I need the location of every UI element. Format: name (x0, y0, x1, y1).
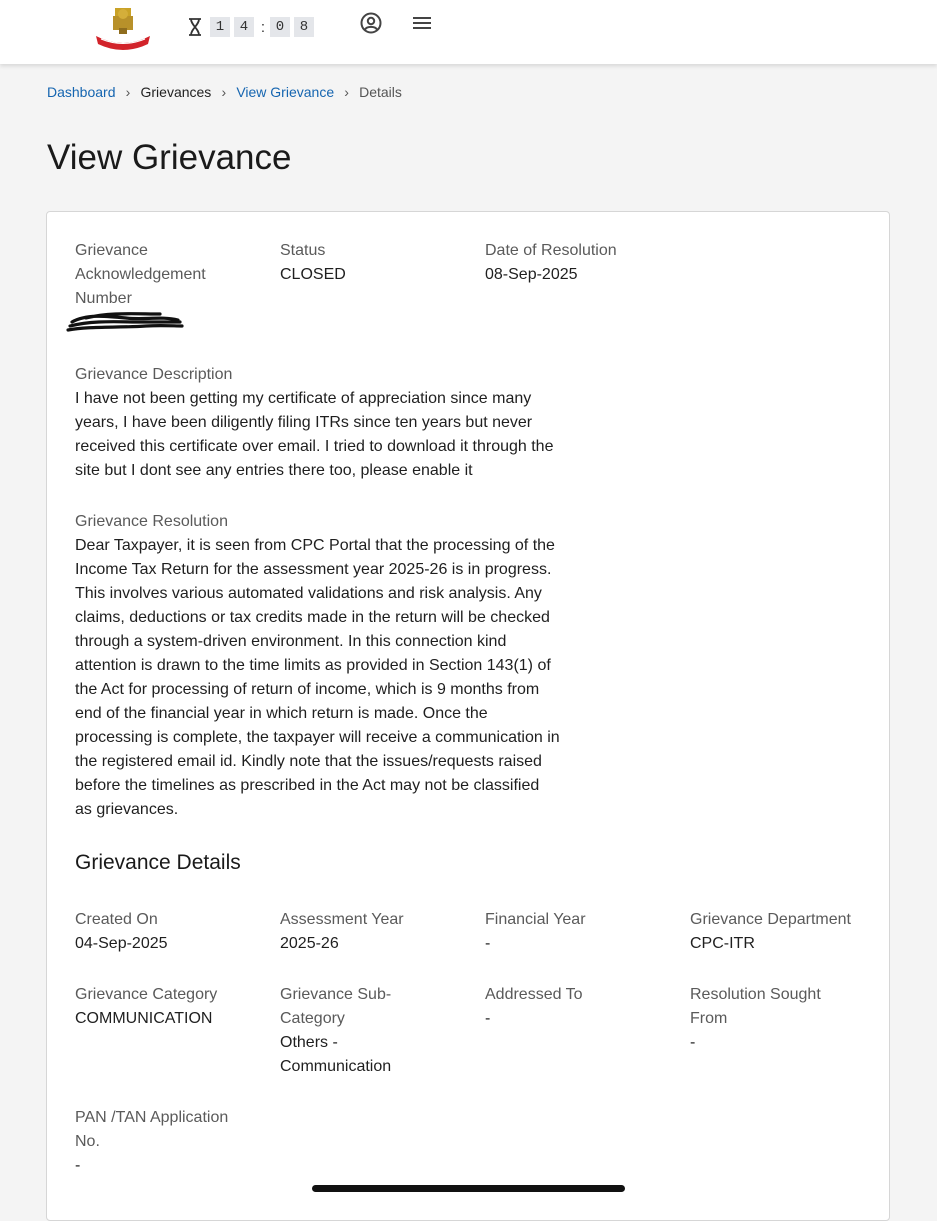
resolution-line: Income Tax Return for the assessment year 2025-26 is in progress. (75, 561, 552, 578)
grievance-department-field (690, 908, 851, 956)
field-label: Addressed To (485, 986, 583, 1003)
field-label: PAN /TAN Application (75, 1109, 229, 1126)
breadcrumb (47, 82, 402, 102)
field-label: Resolution Sought (690, 986, 821, 1003)
field-label: Financial Year (485, 911, 586, 928)
field-label: Category (280, 1010, 345, 1027)
chevron-right-icon: › (344, 84, 349, 100)
field-label: Acknowledgement (75, 266, 206, 283)
field-value: - (485, 935, 491, 952)
resolution-date-field (485, 239, 617, 287)
field-label: Grievance Department (690, 911, 851, 928)
status-value: CLOSED (280, 266, 346, 283)
resolution-line: attention is drawn to the time limits as provided in Section 143(1) of (75, 657, 551, 674)
page-title: View Grievance (47, 138, 292, 177)
hourglass-icon (188, 18, 202, 36)
home-indicator-bar[interactable] (312, 1185, 625, 1192)
field-value: CPC-ITR (690, 935, 755, 952)
chevron-right-icon: › (125, 84, 131, 100)
field-value: 04-Sep-2025 (75, 935, 168, 952)
field-value: - (485, 1010, 491, 1027)
field-value: - (75, 1157, 81, 1174)
field-value: COMMUNICATION (75, 1010, 213, 1027)
field-label: Grievance Sub- (280, 986, 392, 1003)
grievance-description-section (75, 363, 595, 483)
status-field (280, 239, 346, 287)
description-line: site but I dont see any entries there too, please enable it (75, 462, 473, 479)
resolution-date-value: 08-Sep-2025 (485, 266, 578, 283)
grievance-resolution-section (75, 510, 595, 822)
breadcrumb-dashboard-link[interactable]: Dashboard (47, 84, 116, 100)
chevron-right-icon: › (221, 84, 227, 100)
resolution-line: end of the financial year in which return is made. Once the (75, 705, 488, 722)
grievance-category-field (75, 983, 217, 1031)
description-line: received this certificate over email. I tried to download it through the (75, 438, 554, 455)
resolution-sought-from-field (690, 983, 821, 1055)
pan-tan-application-field (75, 1106, 228, 1178)
resolution-line: as grievances. (75, 801, 179, 818)
top-navigation-bar (0, 0, 937, 64)
resolution-line: processing is complete, the taxpayer will receive a communication in (75, 729, 560, 746)
resolution-line: the registered email id. Kindly note that the issues/requests raised (75, 753, 542, 770)
resolution-line: claims, deductions or tax credits made in the return will be checked (75, 609, 550, 626)
created-on-field (75, 908, 168, 956)
account-circle-icon[interactable] (360, 12, 382, 34)
grievance-sub-category-field (280, 983, 391, 1079)
field-label: Grievance Description (75, 366, 233, 383)
field-label: No. (75, 1133, 100, 1150)
field-value: Others - (280, 1034, 338, 1051)
field-label: Number (75, 290, 132, 307)
description-line: I have not been getting my certificate of appreciation since many (75, 390, 532, 407)
field-label: From (690, 1010, 728, 1027)
timer-digit: 0 (270, 17, 290, 37)
timer-digit: 8 (294, 17, 314, 37)
description-line: years, I have been diligently filing ITRs since ten years but never (75, 414, 533, 431)
field-label: Assessment Year (280, 911, 404, 928)
breadcrumb-grievances[interactable]: Grievances (140, 84, 212, 100)
field-label: Created On (75, 911, 158, 928)
hamburger-menu-icon[interactable] (413, 16, 431, 30)
field-label: Date of Resolution (485, 242, 617, 259)
acknowledgement-number-field (75, 239, 206, 311)
session-timer (188, 17, 318, 37)
field-label: Grievance Category (75, 986, 218, 1003)
field-value: Communication (280, 1058, 392, 1075)
income-tax-department-emblem-icon[interactable] (93, 6, 153, 50)
timer-digit: 1 (210, 17, 230, 37)
redaction-scribble (66, 310, 184, 336)
financial-year-field (485, 908, 586, 956)
grievance-details-heading: Grievance Details (75, 851, 241, 874)
resolution-line: Dear Taxpayer, it is seen from CPC Portal that the processing of the (75, 537, 555, 554)
field-value: 2025-26 (280, 935, 339, 952)
addressed-to-field (485, 983, 583, 1031)
timer-digit: 4 (234, 17, 254, 37)
field-label: Status (280, 242, 326, 259)
resolution-line: before the timelines as prescribed in the Act may not be classified (75, 777, 540, 794)
resolution-line: the Act for processing of return of income, which is 9 months from (75, 681, 540, 698)
breadcrumb-view-grievance-link[interactable]: View Grievance (236, 84, 335, 100)
breadcrumb-details: Details (359, 84, 402, 100)
field-label: Grievance (75, 242, 148, 259)
field-value: - (690, 1034, 696, 1051)
field-label: Grievance Resolution (75, 513, 228, 530)
resolution-line: through a system-driven environment. In this connection kind (75, 633, 507, 650)
timer-separator: : (260, 18, 266, 36)
assessment-year-field (280, 908, 404, 956)
resolution-line: This involves various automated validations and risk analysis. Any (75, 585, 542, 602)
